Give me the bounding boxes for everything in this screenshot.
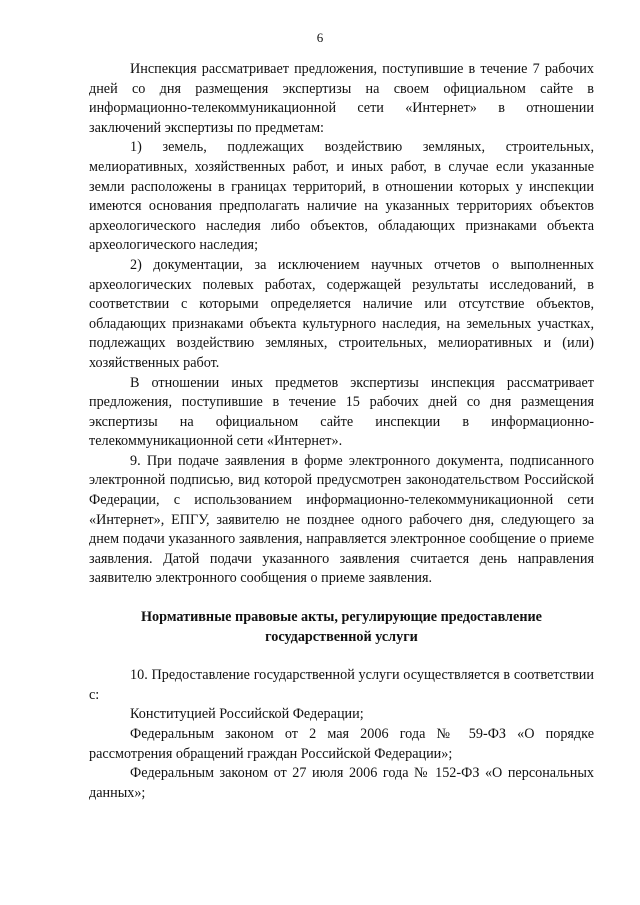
paragraph-other-subjects: В отношении иных предметов экспертизы инспекция рассматривает предложения, поступившие в течение 15 рабочих дней со дня размещения экспертизы на официальном сайте инспекции в информационно-телекоммуникационной сети «Интернет».	[89, 374, 594, 450]
page-number: 6	[316, 30, 324, 45]
paragraph-item-1-lands: 1) земель, подлежащих воздействию земляных, строительных, мелиоративных, хозяйственных работ, и иных работ, в случае если указанные земли расположены в границах территорий, в отношении которых у инспекции имеются основания предполагать наличие на указанных территориях объектов археологического наследия либо объектов, обладающих признаками объекта археологического наследия;	[89, 139, 594, 254]
paragraph-inspection-proposals: Инспекция рассматривает предложения, поступившие в течение 7 рабочих дней со дня размещения экспертизы на своем официальном сайте в информационно-телекоммуникационной сети «Интернет» в отношении заключений экспертизы по предметам:	[89, 61, 594, 136]
paragraph-10-legal-basis: 10. Предоставление государственной услуги осуществляется в соответствии с:	[89, 667, 594, 703]
document-body	[89, 60, 594, 803]
section-heading-line-2: государственной услуги	[265, 628, 418, 645]
list-item-constitution: Конституцией Российской Федерации;	[130, 706, 364, 723]
paragraph-item-2-documentation: 2) документации, за исключением научных отчетов о выполненных археологических полевых работах, содержащей результаты исследований, в соответствии с которыми определяется наличие или отсутствие объектов, обладающих признаками объекта культурного наследия, на земельных участках, подлежащих воздействию земляных, строительных, мелиоративных и (или) хозяйственных работ.	[89, 256, 594, 371]
list-item-law-152fz: Федеральным законом от 27 июля 2006 года № 152-ФЗ «О персональных данных»;	[89, 765, 594, 801]
list-item-law-59fz: Федеральным законом от 2 мая 2006 года № 59-ФЗ «О порядке рассмотрения обращений граждан Российской Федерации»;	[89, 726, 594, 762]
section-heading	[89, 608, 594, 647]
paragraph-9-electronic-submission: 9. При подаче заявления в форме электронного документа, подписанного электронной подписью, вид которой предусмотрен законодательством Российской Федерации, с использованием информационно-телекоммуникационной сети «Интернет», ЕПГУ, заявителю не позднее одного рабочего дня, следующего за днем подачи указанного заявления, направляется электронное сообщение о приеме заявления. Датой подачи указанного заявления считается день направления заявителю электронного сообщения о приеме заявления.	[89, 452, 594, 587]
section-heading-line-1: Нормативные правовые акты, регулирующие предоставление	[141, 609, 542, 626]
